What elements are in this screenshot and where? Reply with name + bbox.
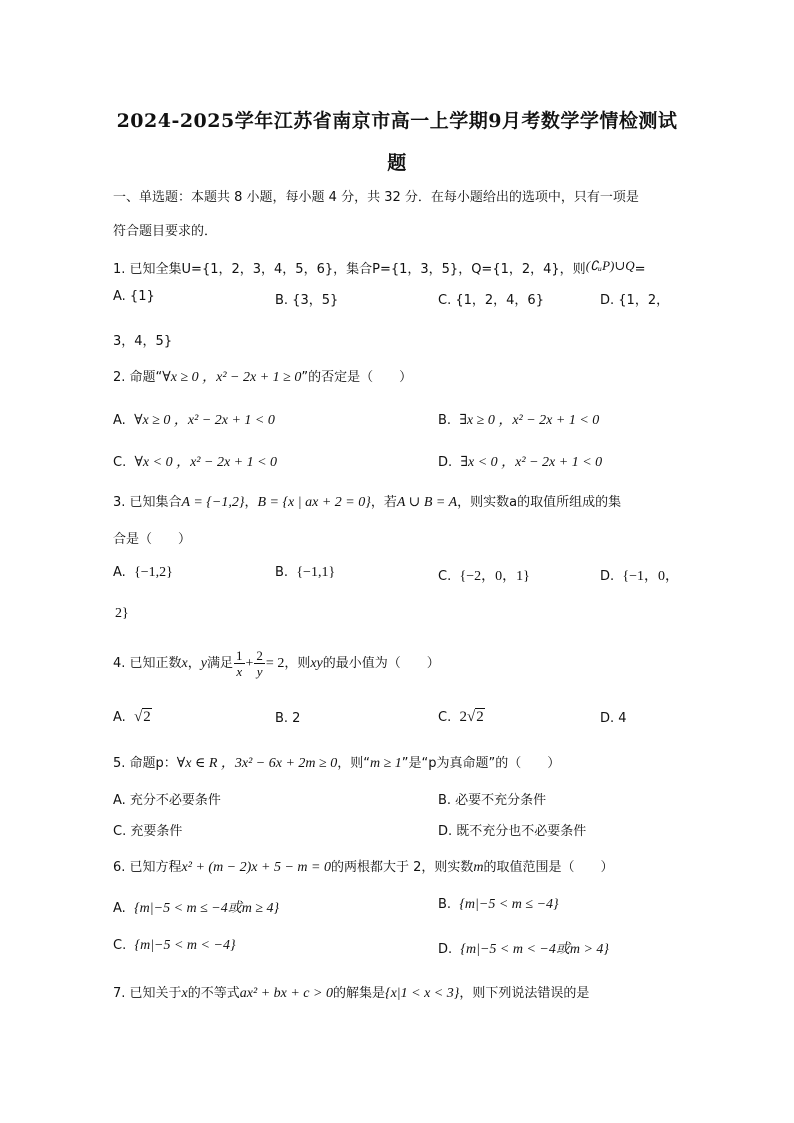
option-math: {m|−5 < m ≤ −4} (459, 897, 559, 912)
question-4-option-a (113, 709, 152, 726)
question-3-set-b: B = {x | ax + 2 = 0} (257, 495, 371, 510)
fraction-denominator: x (236, 664, 243, 679)
equation-rhs: = 2 (265, 656, 285, 671)
variable-x: x (181, 986, 188, 1001)
question-1-option-b: B. {3，5} (275, 293, 339, 308)
option-math: {−1,1} (296, 565, 336, 580)
question-3-option-a (113, 565, 173, 581)
option-math: {−1，0， (622, 569, 680, 584)
question-3-continued: 合是（ ） (113, 532, 192, 547)
question-7-stem-middle: 的不等式 (187, 986, 240, 1001)
option-label: D. (438, 455, 453, 470)
option-math: {m|−5 < m < −4} (134, 938, 236, 953)
question-6-stem-suffix: 的取值范围是（ ） (483, 860, 614, 875)
question-6-stem-prefix: 6. 已知方程 (113, 860, 182, 875)
page-title-continued: 题 (387, 152, 407, 174)
question-3-option-d (600, 565, 679, 585)
question-6-option-d (438, 938, 609, 958)
question-2-option-d (438, 451, 602, 471)
fraction-denominator: y (256, 664, 263, 679)
question-6-option-a (113, 897, 279, 917)
variable-x: x (181, 656, 188, 671)
option-label: A. (113, 565, 126, 580)
sqrt-expression: 2√2 (459, 709, 484, 725)
question-3-stem-prefix: 3. 已知集合 (113, 495, 182, 510)
question-6-option-b (438, 897, 559, 913)
option-label: B. (438, 897, 452, 912)
question-2-stem-prefix: 2. 命题“ (113, 370, 163, 385)
question-1-option-c: C. {1，2，4，6} (438, 293, 544, 308)
question-5-option-c: C. 充要条件 (113, 824, 183, 839)
question-5-statement: ∀x ∈ R ，3x² − 6x + 2m ≥ 0 (176, 756, 338, 771)
question-3 (113, 491, 621, 511)
option-label: A. (113, 901, 126, 916)
question-4-option-d: D. 4 (600, 711, 627, 726)
question-6 (113, 856, 614, 876)
question-4-stem-prefix: 4. 已知正数 (113, 656, 182, 671)
option-label: D. (600, 569, 615, 584)
question-6-equation: x² + (m − 2)x + 5 − m = 0 (181, 860, 331, 875)
question-6-option-c (113, 938, 236, 954)
option-math: ∃x < 0 ，x² − 2x + 1 < 0 (460, 455, 603, 470)
question-5-stem-middle: ，则“ (337, 756, 370, 771)
question-3-stem-suffix: ，则实数a的取值所组成的集 (457, 495, 622, 510)
variable-y: y (200, 656, 207, 671)
question-7 (113, 982, 589, 1002)
plus-sign: + (245, 656, 254, 671)
question-5-condition: m ≥ 1 (369, 756, 402, 771)
page-title: 2024-2025学年江苏省南京市高一上学期9月考数学学情检测试 (116, 110, 678, 132)
question-5-option-d: D. 既不充分也不必要条件 (438, 824, 587, 839)
question-3-stem-middle: ，若 (370, 495, 397, 510)
fraction-two-over-y (254, 648, 265, 679)
question-1-stem: 1. 已知全集U={1，2，3，4，5，6}，集合P={1，3，5}，Q={1，2，4}，则 (113, 262, 586, 277)
radicand: 2 (143, 709, 151, 725)
question-4-option-b: B. 2 (275, 711, 301, 726)
question-1-option-d: D. {1，2， (600, 293, 670, 308)
question-3-option-c (438, 565, 530, 585)
question-7-solution-set: {x|1 < x < 3} (384, 986, 460, 1001)
option-math: {−2，0，1} (459, 569, 530, 584)
option-label: C. (113, 455, 127, 470)
question-3-option-d-continued (115, 606, 129, 622)
option-math: ∃x ≥ 0 ，x² − 2x + 1 < 0 (459, 413, 600, 428)
question-4-option-c (438, 709, 485, 726)
question-4-satisfy: 满足 (207, 656, 234, 671)
option-math: {−1,2} (134, 565, 173, 580)
question-2-option-b (438, 409, 599, 429)
option-label: C. (438, 569, 452, 584)
question-5-stem-suffix: ”是“p为真命题”的（ ） (401, 756, 561, 771)
question-4-stem-suffix: 的最小值为（ ） (322, 656, 440, 671)
radicand: 2 (476, 709, 484, 725)
question-1-equals: = (634, 262, 646, 277)
option-label: A. (113, 710, 126, 725)
option-label: C. (438, 710, 452, 725)
question-7-stem-middle-2: 的解集是 (332, 986, 385, 1001)
fraction-numerator: 2 (256, 648, 263, 663)
question-4 (113, 648, 440, 679)
question-2 (113, 366, 412, 386)
option-label: D. (438, 942, 453, 957)
question-7-stem-suffix: ，则下列说法错误的是 (459, 986, 590, 1001)
option-math: ∀x < 0 ，x² − 2x + 1 < 0 (134, 455, 278, 470)
section-heading: 一、单选题：本题共 8 小题，每小题 4 分，共 32 分．在每小题给出的选项中，只有一项是 (113, 190, 639, 205)
question-4-stem-middle: ，则 (284, 656, 311, 671)
question-1-option-d-continued: 3，4，5} (113, 334, 173, 349)
question-1 (113, 258, 646, 277)
section-heading-continued: 符合题目要求的． (113, 224, 218, 239)
question-1-option-a: A. {1} (113, 289, 155, 304)
question-7-inequality: ax² + bx + c > 0 (239, 986, 333, 1001)
variable-m: m (473, 860, 484, 875)
option-math: {m|−5 < m ≤ −4或m ≥ 4} (134, 901, 280, 916)
sqrt-icon: √2 (134, 709, 151, 725)
option-label: A. (113, 413, 126, 428)
option-math: {m|−5 < m < −4或m > 4} (460, 942, 610, 957)
question-1-expression: (∁ᵤP)∪Q (585, 258, 635, 273)
question-5 (113, 752, 560, 772)
option-math: 2} (115, 606, 129, 621)
option-label: C. (113, 938, 127, 953)
fraction-numerator: 1 (236, 648, 243, 663)
question-3-set-a: A = {−1,2} (181, 495, 245, 510)
question-3-option-b (275, 565, 335, 581)
option-math: ∀x ≥ 0 ，x² − 2x + 1 < 0 (134, 413, 275, 428)
question-2-stem-suffix: ”的否定是（ ） (301, 370, 413, 385)
fraction-one-over-x (234, 648, 245, 679)
option-label: B. (438, 413, 452, 428)
separator: ， (244, 495, 258, 510)
question-6-stem-middle: 的两根都大于 2，则实数 (330, 860, 474, 875)
coefficient: 2 (459, 709, 467, 725)
question-5-option-b: B. 必要不充分条件 (438, 793, 547, 808)
variable-xy: xy (310, 656, 323, 671)
option-label: B. (275, 565, 289, 580)
separator: ， (187, 656, 201, 671)
question-5-stem-prefix: 5. 命题p： (113, 756, 177, 771)
question-7-stem-prefix: 7. 已知关于 (113, 986, 182, 1001)
question-5-option-a: A. 充分不必要条件 (113, 793, 221, 808)
question-2-statement: ∀x ≥ 0 ，x² − 2x + 1 ≥ 0 (162, 370, 302, 385)
question-3-condition: A ∪ B = A (396, 495, 458, 510)
question-2-option-c (113, 451, 277, 471)
question-2-option-a (113, 409, 275, 429)
